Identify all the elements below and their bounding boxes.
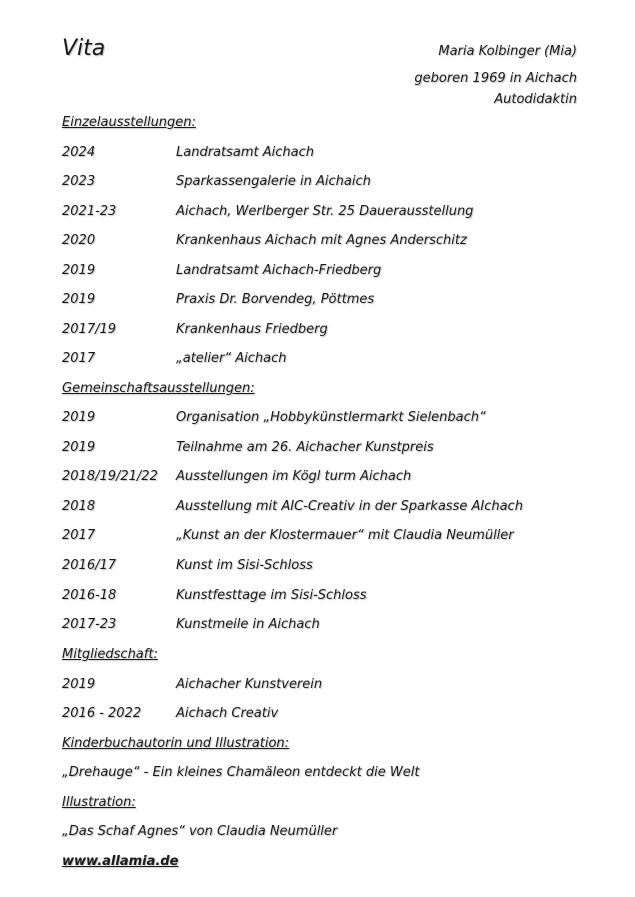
entry-text: Kunst im Sisi-Schloss: [176, 558, 313, 573]
entry-year: 2019: [62, 292, 96, 307]
self-taught-note: Autodidaktin: [494, 92, 577, 107]
entry-year: 2019: [62, 677, 96, 692]
entry-text: Landratsamt Aichach-Friedberg: [176, 263, 382, 278]
entry-year: 2017/19: [62, 322, 117, 337]
entry-year: 2017-23: [62, 617, 117, 632]
entry-text: Aichach Creativ: [176, 706, 279, 721]
entry-year: 2019: [62, 263, 96, 278]
entry-year: 2018: [62, 499, 96, 514]
entry-text: Landratsamt Aichach: [176, 145, 314, 160]
entry-text: Ausstellung mit AIC-Creativ in der Sparkasse AIchach: [176, 499, 523, 514]
entry-text: „Kunst an der Klostermauer“ mit Claudia Neumüller: [176, 528, 514, 543]
childrens-book-title: „Drehauge“ - Ein kleines Chamäleon entdeckt die Welt: [62, 765, 420, 780]
artist-name: Maria Kolbinger (Mia): [438, 44, 577, 59]
entry-year: 2017: [62, 351, 96, 366]
section-solo-exhibitions: Einzelausstellungen:: [62, 115, 196, 130]
entry-year: 2023: [62, 174, 96, 189]
entry-text: Organisation „Hobbykünstlermarkt Sielenbach“: [176, 410, 486, 425]
section-group-exhibitions: Gemeinschaftsausstellungen:: [62, 381, 255, 396]
page-title: Vita: [62, 36, 106, 61]
section-membership: Mitgliedschaft:: [62, 647, 158, 662]
entry-year: 2017: [62, 528, 96, 543]
entry-text: Krankenhaus Aichach mit Agnes Anderschitz: [176, 233, 467, 248]
entry-text: Aichacher Kunstverein: [176, 677, 323, 692]
entry-year: 2018/19/21/22: [62, 469, 158, 484]
entry-text: Kunstfesttage im Sisi-Schloss: [176, 588, 367, 603]
entry-text: Krankenhaus Friedberg: [176, 322, 328, 337]
entry-year: 2016/17: [62, 558, 117, 573]
birth-info: geboren 1969 in Aichach: [414, 71, 577, 86]
entry-text: Sparkassengalerie in Aichaich: [176, 174, 371, 189]
entry-text: Aichach, Werlberger Str. 25 Dauerausstellung: [176, 204, 474, 219]
entry-year: 2024: [62, 145, 96, 160]
entry-text: Teilnahme am 26. Aichacher Kunstpreis: [176, 440, 434, 455]
entry-year: 2019: [62, 410, 96, 425]
entry-year: 2020: [62, 233, 96, 248]
entry-year: 2016-18: [62, 588, 117, 603]
entry-year: 2019: [62, 440, 96, 455]
entry-text: Ausstellungen im Kögl turm Aichach: [176, 469, 412, 484]
section-childrens-author: Kinderbuchautorin und Illustration:: [62, 736, 290, 751]
website-link[interactable]: www.allamia.de: [62, 854, 179, 869]
entry-text: „atelier“ Aichach: [176, 351, 287, 366]
entry-year: 2016 - 2022: [62, 706, 142, 721]
section-illustration: Illustration:: [62, 795, 136, 810]
entry-year: 2021-23: [62, 204, 117, 219]
illustration-book-title: „Das Schaf Agnes“ von Claudia Neumüller: [62, 824, 338, 839]
entry-text: Kunstmeile in Aichach: [176, 617, 320, 632]
entry-text: Praxis Dr. Borvendeg, Pöttmes: [176, 292, 375, 307]
